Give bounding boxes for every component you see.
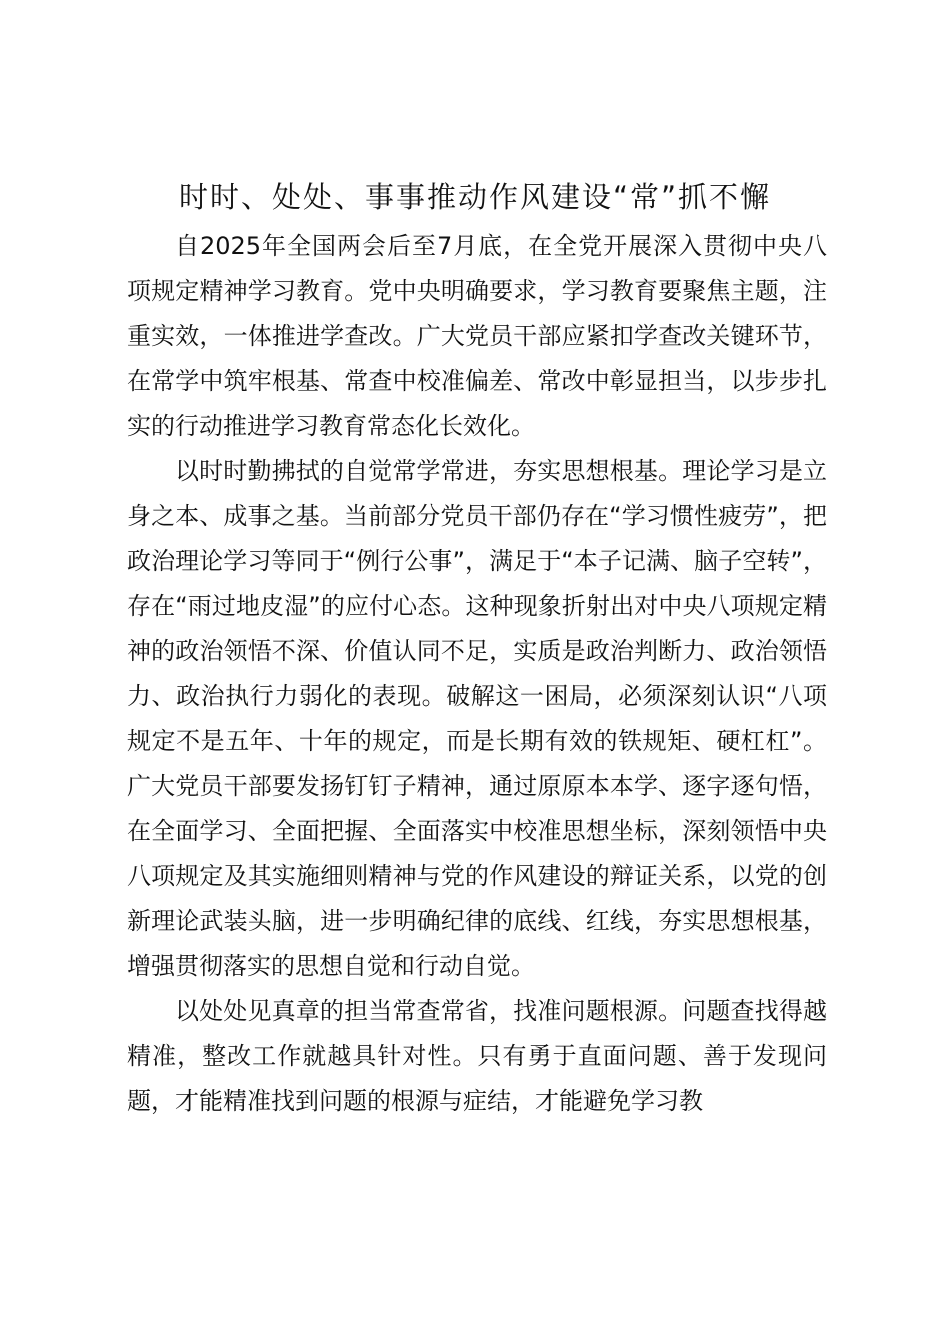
document-title: 时时、处处、事事推动作风建设“常”抓不懈: [178, 180, 772, 214]
paragraph-3: 以处处见真章的担当常查常省，找准问题根源。问题查找得越精准，整改工作就越具针对性。只有勇于直面问题、善于发现问题，才能精准找到问题的根源与症结，才能避免学习教: [127, 997, 827, 1115]
document-page: [127, 170, 827, 1124]
paragraph-1: 自2025年全国两会后至7月底，在全党开展深入贯彻中央八项规定精神学习教育。党中央明确要求，学习教育要聚焦主题，注重实效，一体推进学查改。广大党员干部应紧扣学查改关键环节，在常学中筑牢根基、常查中校准偏差、常改中彰显担当，以步步扎实的行动推进学习教育常态化长效化。: [127, 232, 827, 440]
paragraph-2: 以时时勤拂拭的自觉常学常进，夯实思想根基。理论学习是立身之本、成事之基。当前部分党员干部仍存在“学习惯性疲劳”，把政治理论学习等同于“例行公事”，满足于“本子记满、脑子空转”，存在“雨过地皮湿”的应付心态。这种现象折射出对中央八项规定精神的政治领悟不深、价值认同不足，实质是政治判断力、政治领悟力、政治执行力弱化的表现。破解这一困局，必须深刻认识“八项规定不是五年、十年的规定，而是长期有效的铁规矩、硬杠杠”。广大党员干部要发扬钉钉子精神，通过原原本本学、逐字逐句悟，在全面学习、全面把握、全面落实中校准思想坐标，深刻领悟中央八项规定及其实施细则精神与党的作风建设的辩证关系，以党的创新理论武装头脑，进一步明确纪律的底线、红线，夯实思想根基，增强贯彻落实的思想自觉和行动自觉。: [127, 457, 827, 980]
